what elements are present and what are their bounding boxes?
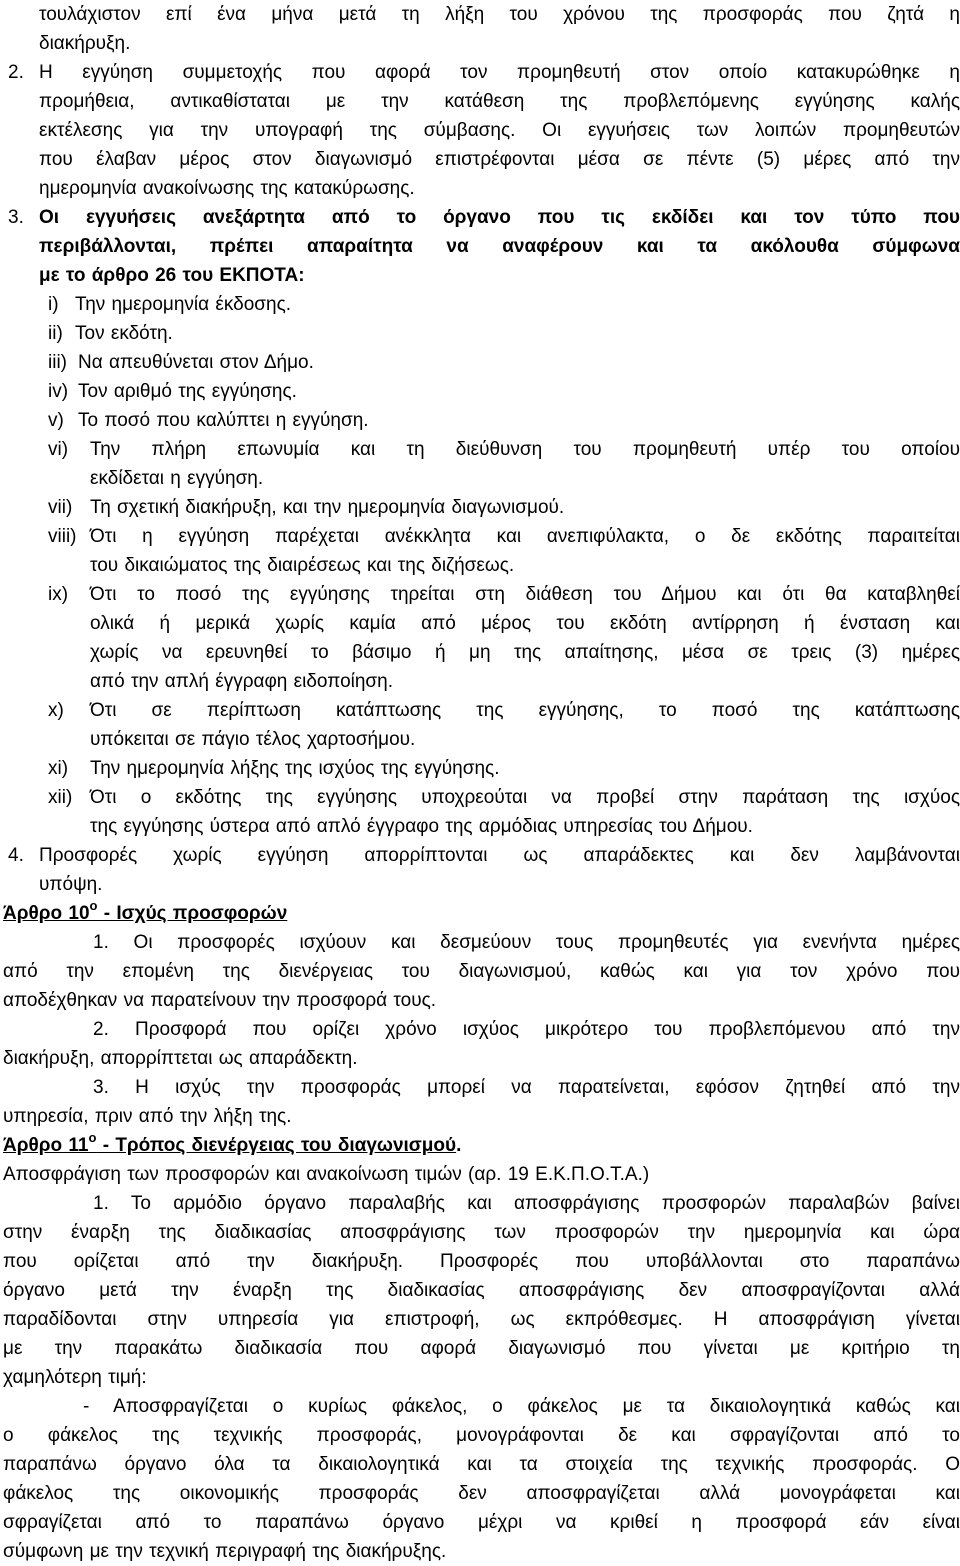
list-item <box>48 522 960 580</box>
article-10-heading <box>3 899 960 928</box>
text-line: της εγγύησης ύστερα από απλό έγγραφο της αρμόδιας υπηρεσίας του Δήμου. <box>90 816 753 837</box>
text-line: Το ποσό που καλύπτει η εγγύηση. <box>78 410 369 431</box>
text-line: 2. Προσφορά που ορίζει χρόνο ισχύος μικρότερο του προβλεπόμενου από την <box>93 1019 960 1040</box>
item-label: iii) <box>48 352 67 373</box>
text-line: ημερομηνία ανακοίνωσης της κατακύρωσης. <box>39 178 415 199</box>
list-item <box>48 290 960 319</box>
item-number: 3. <box>8 207 24 228</box>
text-line: αποδέχθηκαν να παρατείνουν την προσφορά τους. <box>3 990 437 1011</box>
heading-text: Άρθρο 10 <box>3 903 90 924</box>
text-line: υπηρεσία, πριν από την λήξη της. <box>3 1106 292 1127</box>
article-11-body <box>3 1189 960 1566</box>
heading-period: . <box>456 1135 462 1156</box>
text-line: ο φάκελος της τεχνικής προσφοράς, μονογράφονται δε και σφραγίζονται από το <box>3 1425 960 1446</box>
text-line: με το άρθρο 26 του ΕΚΠΟΤΑ: <box>39 265 305 286</box>
list-item <box>48 696 960 754</box>
item-label: iv) <box>48 381 69 402</box>
list-item <box>48 435 960 493</box>
item-label: vii) <box>48 497 73 518</box>
item-label: ii) <box>48 323 63 344</box>
heading-superscript: ο <box>89 898 98 913</box>
article-11-heading <box>3 1131 960 1160</box>
text-line: υπόκειται σε πάγιο τέλος χαρτοσήμου. <box>90 729 416 750</box>
text-line: σφραγίζεται από το παραπάνω όργανο μέχρι να κριθεί η προσφορά εάν είναι <box>3 1512 960 1533</box>
text-line: Ότι ο εκδότης της εγγύησης υποχρεούται να προβεί στην παράταση της ισχύος <box>90 787 960 808</box>
text-line: Οι εγγυήσεις ανεξάρτητα από το όργανο που τις εκδίδει και τον τύπο που <box>39 207 960 228</box>
text-line: υπόψη. <box>39 874 103 895</box>
text-line: στην έναρξη της διαδικασίας αποσφράγισης των προσφορών την ημερομηνία και ώρα <box>3 1222 960 1243</box>
text-line: Προσφορές χωρίς εγγύηση απορρίπτονται ως απαράδεκτες και δεν λαμβάνονται <box>39 845 960 866</box>
item-label: i) <box>48 294 59 315</box>
text-line: περιβάλλονται, πρέπει απαραίτητα να αναφέρουν και τα ακόλουθα σύμφωνα <box>39 236 960 257</box>
list-item <box>48 406 960 435</box>
item-label: viii) <box>48 526 77 547</box>
list-item-4 <box>0 841 960 899</box>
text-line: Τον εκδότη. <box>75 323 173 344</box>
list-item <box>48 377 960 406</box>
text-line: του δικαιώματος της διαιρέσεως και της διζήσεως. <box>90 555 515 576</box>
text-line: Ότι η εγγύηση παρέχεται ανέκκλητα και ανεπιφύλακτα, ο δε εκδότης παραιτείται <box>90 526 960 547</box>
list-item <box>48 319 960 348</box>
text-line: χωρίς να ερευνηθεί το βάσιμο ή μη της απαίτησης, μέσα σε τρεις (3) ημέρες <box>90 642 960 663</box>
text-line: με την παρακάτω διαδικασία που αφορά διαγωνισμό που γίνεται με κριτήριο τη <box>3 1338 960 1359</box>
heading-text: - Ισχύς προσφορών <box>97 903 288 924</box>
text-line: Ότι σε περίπτωση κατάπτωσης της εγγύησης, το ποσό της κατάπτωσης <box>90 700 960 721</box>
text-line: προμήθεια, αντικαθίσταται με την κατάθεση της προβλεπόμενης εγγύησης καλής <box>39 91 960 112</box>
text-line: Να απευθύνεται στον Δήμο. <box>78 352 314 373</box>
text-line: παραπάνω όργανο όλα τα δικαιολογητικά και τα στοιχεία της τεχνικής προσφοράς. Ο <box>3 1454 960 1475</box>
text-line: τουλάχιστον επί ένα μήνα μετά τη λήξη του χρόνου της προσφοράς που ζητά η <box>39 4 960 25</box>
text-line: Την ημερομηνία έκδοσης. <box>75 294 292 315</box>
text-line: Η εγγύηση συμμετοχής που αφορά τον προμηθευτή στον οποίο κατακυρώθηκε η <box>39 62 960 83</box>
text-line: όργανο μετά την έναρξη της διαδικασίας αποσφράγισης δεν αποσφραγίζονται αλλά <box>3 1280 960 1301</box>
text-line: που έλαβαν μέρος στον διαγωνισμό επιστρέφονται μέσα σε πέντε (5) μέρες από την <box>39 149 960 170</box>
list-item <box>48 754 960 783</box>
item-label: ix) <box>48 584 69 605</box>
text-line: διακήρυξη. <box>39 33 131 54</box>
item-label: xi) <box>48 758 69 779</box>
text-line: Την ημερομηνία λήξης της ισχύος της εγγύησης. <box>90 758 500 779</box>
text-line: εκτέλεσης για την υπογραφή της σύμβασης. Οι εγγυήσεις των λοιπών προμηθευτών <box>39 120 960 141</box>
list-item <box>48 348 960 377</box>
item-label: x) <box>48 700 64 721</box>
text-line: 3. Η ισχύς την προσφοράς μπορεί να παρατείνεται, εφόσον ζητηθεί από την <box>93 1077 960 1098</box>
text-line: εκδίδεται η εγγύηση. <box>90 468 264 489</box>
text-line: από την απλή έγγραφη ειδοποίηση. <box>90 671 393 692</box>
list-item <box>48 783 960 841</box>
text-line: Ότι το ποσό της εγγύησης τηρείται στη διάθεση του Δήμου και ότι θα καταβληθεί <box>90 584 960 605</box>
list-item <box>48 580 960 696</box>
text-line: - Αποσφραγίζεται ο κυρίως φάκελος, ο φάκελος με τα δικαιολογητικά καθώς και <box>83 1396 960 1417</box>
text-line: που ορίζεται από την διακήρυξη. Προσφορές που υποβάλλονται στο παραπάνω <box>3 1251 960 1272</box>
text-line: χαμηλότερη τιμή: <box>3 1367 147 1388</box>
text-line: 1. Το αρμόδιο όργανο παραλαβής και αποσφράγισης προσφορών παραλαβών βαίνει <box>93 1193 960 1214</box>
text-line: σύμφωνη με την τεχνική περιγραφή της διακήρυξης. <box>3 1541 447 1562</box>
list-item-2 <box>0 58 960 203</box>
list-item <box>48 493 960 522</box>
item-label: v) <box>48 410 64 431</box>
text-line: παραδίδονται στην υπηρεσία για επιστροφή, ως εκπρόθεσμες. Η αποσφράγιση γίνεται <box>3 1309 960 1330</box>
item-number: 2. <box>8 62 24 83</box>
item-label: xii) <box>48 787 73 808</box>
text-line: 1. Οι προσφορές ισχύουν και δεσμεύουν τους προμηθευτές για ενενήντα ημέρες <box>93 932 960 953</box>
text-line: από την επομένη της διενέργειας του διαγωνισμού, καθώς και για τον χρόνο που <box>3 961 960 982</box>
text-line: φάκελος της οικονομικής προσφοράς δεν αποσφραγίζεται αλλά μονογράφεται και <box>3 1483 960 1504</box>
roman-list <box>0 290 960 841</box>
heading-text: Άρθρο 11 <box>3 1135 89 1156</box>
heading-text: - Τρόπος διενέργειας του διαγωνισμού <box>96 1135 457 1156</box>
article-10-body <box>3 928 960 1131</box>
list-item-3 <box>0 203 960 290</box>
item-number: 4. <box>8 845 24 866</box>
article-11-subtitle: Αποσφράγιση των προσφορών και ανακοίνωση τιμών (αρ. 19 Ε.Κ.Π.Ο.Τ.Α.) <box>3 1164 650 1185</box>
text-line: Τη σχετική διακήρυξη, και την ημερομηνία διαγωνισμού. <box>90 497 565 518</box>
text-line: Τον αριθμό της εγγύησης. <box>78 381 297 402</box>
text-line: διακήρυξη, απορρίπτεται ως απαράδεκτη. <box>3 1048 358 1069</box>
text-line: ολικά ή μερικά χωρίς καμία από μέρος του εκδότη αντίρρηση ή ένσταση και <box>90 613 960 634</box>
heading-superscript: ο <box>88 1130 97 1145</box>
text-line: Την πλήρη επωνυμία και τη διεύθυνση του προμηθευτή υπέρ του οποίου <box>90 439 960 460</box>
item-label: vi) <box>48 439 69 460</box>
